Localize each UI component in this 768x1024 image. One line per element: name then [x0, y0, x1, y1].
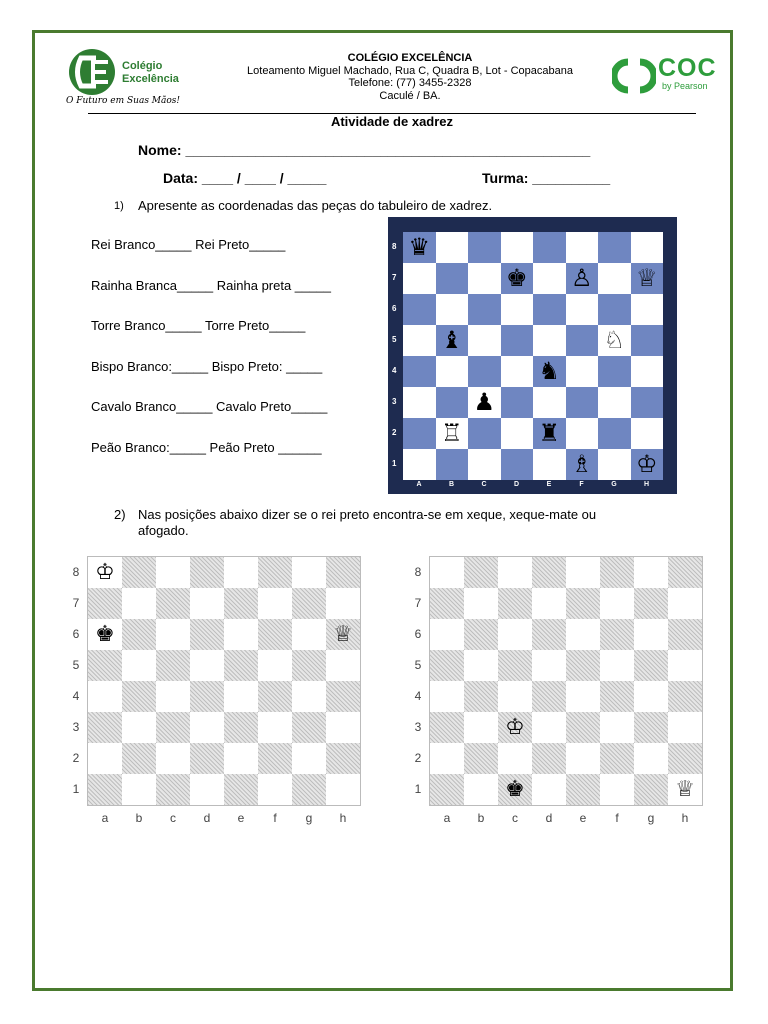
piece-label-line: Torre Branco_____ Torre Preto_____: [91, 318, 306, 333]
page-title: Atividade de xadrez: [330, 114, 454, 129]
board-square: [501, 232, 534, 263]
file-label: D: [513, 481, 520, 488]
board-square: [468, 325, 501, 356]
board-square: [468, 356, 501, 387]
file-label: H: [643, 481, 650, 488]
board-square: [631, 232, 664, 263]
rank-label: 3: [392, 397, 397, 406]
board-square: [501, 294, 534, 325]
chess-piece-icon: ♕: [333, 622, 353, 647]
file-label: h: [681, 811, 689, 825]
board-square: [598, 449, 631, 480]
chess-piece-icon: ♙: [570, 264, 593, 292]
chess-piece-icon: ♘: [603, 326, 625, 354]
board-square: [598, 294, 631, 325]
chess-piece-icon: ♚: [505, 264, 528, 292]
rank-label: 2: [72, 751, 80, 765]
rank-label: 6: [392, 304, 397, 313]
board-square: [468, 418, 501, 449]
board-square: [403, 449, 436, 480]
file-label: c: [170, 811, 176, 825]
board-square: [533, 449, 566, 480]
position-board: [410, 557, 700, 832]
date-field: Data: ____ / ____ / _____: [163, 170, 327, 186]
rank-label: 4: [72, 689, 80, 703]
question-2-text-line1: Nas posições abaixo dizer se o rei preto encontra-se em xeque, xeque-mate ou: [138, 507, 597, 522]
board-square: [598, 387, 631, 418]
board-square: [566, 418, 599, 449]
board-square: [533, 263, 566, 294]
board-square: [533, 325, 566, 356]
file-label: C: [481, 481, 487, 488]
board-square: [533, 294, 566, 325]
board-square: [501, 449, 534, 480]
piece-label-line: Rei Branco_____ Rei Preto_____: [91, 237, 286, 252]
board-square: [468, 263, 501, 294]
logo-name: [122, 60, 179, 86]
school-address: Loteamento Miguel Machado, Rua C, Quadra B, Lot - Copacabana: [247, 64, 573, 77]
chess-piece-icon: ♝: [440, 326, 463, 354]
file-label: g: [305, 811, 313, 825]
rank-label: 1: [414, 782, 422, 796]
file-label: a: [443, 811, 451, 825]
logo-name-line2: Excelência: [122, 73, 179, 85]
board-square: [468, 232, 501, 263]
file-label: c: [512, 811, 518, 825]
rank-label: 1: [72, 782, 80, 796]
board-square: [631, 325, 664, 356]
coc-logo: [612, 54, 722, 98]
board-square: [631, 294, 664, 325]
rank-label: 4: [392, 366, 397, 375]
colegio-excelencia-logo: [66, 48, 184, 108]
file-label: h: [339, 811, 347, 825]
board-square: [598, 418, 631, 449]
piece-label-line: Peão Branco:_____ Peão Preto ______: [91, 440, 322, 455]
board-square: [403, 263, 436, 294]
board-square: [598, 263, 631, 294]
file-label: E: [546, 481, 552, 488]
file-label: b: [135, 811, 143, 825]
file-label: G: [611, 481, 617, 488]
chess-piece-icon: ♚: [95, 622, 115, 647]
board-square: [631, 387, 664, 418]
ce-emblem-icon: [66, 48, 120, 96]
chess-piece-icon: ♟: [473, 388, 495, 416]
board-square: [533, 232, 566, 263]
rank-label: 7: [392, 273, 397, 282]
class-field: Turma: __________: [482, 170, 611, 186]
question-1: [114, 198, 594, 214]
board-outline: [430, 557, 702, 805]
rank-label: 8: [414, 565, 422, 579]
coc-tagline: by Pearson: [662, 81, 708, 91]
chess-piece-icon: ♔: [635, 450, 658, 478]
board-square: [468, 449, 501, 480]
board-square: [436, 263, 469, 294]
board-square: [501, 387, 534, 418]
chess-piece-icon: ♔: [95, 560, 115, 585]
question-1-number: 1): [114, 200, 124, 212]
position-board: [68, 557, 358, 832]
piece-label-line: Cavalo Branco_____ Cavalo Preto_____: [91, 399, 328, 414]
board-square: [403, 387, 436, 418]
rank-label: 7: [414, 596, 422, 610]
board-square: [598, 356, 631, 387]
coc-emblem-icon: [612, 56, 656, 96]
file-label: e: [237, 811, 245, 825]
rank-label: 8: [392, 242, 397, 251]
piece-label-line: Rainha Branca_____ Rainha preta _____: [91, 278, 331, 293]
file-label: b: [477, 811, 485, 825]
question-2-text-line2: afogado.: [138, 523, 189, 538]
logo-name-line1: Colégio: [122, 60, 163, 72]
chess-piece-icon: ♗: [570, 450, 593, 478]
chess-piece-icon: ♕: [635, 264, 658, 292]
chess-piece-icon: ♛: [408, 233, 430, 261]
board-square: [631, 356, 664, 387]
rank-label: 3: [414, 720, 422, 734]
chess-piece-icon: ♖: [440, 419, 463, 447]
question-2: [114, 507, 674, 541]
school-header: [190, 52, 630, 102]
chess-piece-icon: ♕: [675, 777, 695, 802]
board-square: [631, 418, 664, 449]
chess-piece-icon: ♚: [505, 777, 525, 802]
file-label: d: [203, 811, 211, 825]
logo-motto: O Futuro em Suas Mãos!: [66, 96, 181, 106]
board-square: [436, 294, 469, 325]
rank-label: 5: [414, 658, 422, 672]
chessboard-1: [388, 217, 677, 494]
piece-label-line: Bispo Branco:_____ Bispo Preto: _____: [91, 359, 323, 374]
school-phone: Telefone: (77) 3455-2328: [348, 77, 472, 89]
board-square: [403, 356, 436, 387]
rank-label: 2: [414, 751, 422, 765]
rank-label: 6: [414, 627, 422, 641]
rank-label: 5: [72, 658, 80, 672]
chess-piece-icon: ♔: [505, 715, 525, 740]
board-square: [436, 387, 469, 418]
question-1-text: Apresente as coordenadas das peças do tabuleiro de xadrez.: [138, 198, 493, 213]
school-name: COLÉGIO EXCELÊNCIA: [347, 52, 473, 64]
rank-label: 1: [392, 459, 397, 468]
board-square: [403, 294, 436, 325]
school-city: Caculé / BA.: [379, 89, 441, 102]
board-square: [403, 325, 436, 356]
file-label: d: [545, 811, 553, 825]
board-square: [436, 232, 469, 263]
coc-brand: COC: [658, 54, 717, 82]
board-square: [436, 449, 469, 480]
board-square: [436, 356, 469, 387]
board-square: [501, 356, 534, 387]
file-label: B: [448, 481, 455, 488]
board-square: [533, 387, 566, 418]
rank-label: 2: [392, 428, 397, 437]
board-square: [566, 232, 599, 263]
question-2-number: 2): [114, 507, 126, 522]
chess-piece-icon: ♜: [538, 419, 560, 447]
rank-label: 8: [72, 565, 80, 579]
chess-piece-icon: ♞: [538, 357, 560, 385]
file-label: a: [101, 811, 109, 825]
file-label: F: [579, 481, 584, 488]
rank-label: 3: [72, 720, 80, 734]
board-square: [566, 325, 599, 356]
file-label: e: [579, 811, 587, 825]
file-label: g: [647, 811, 655, 825]
name-field: Nome: ____________________________________________________: [138, 142, 591, 158]
board-square: [566, 387, 599, 418]
board-square: [403, 418, 436, 449]
board-square: [501, 418, 534, 449]
board-outline: [88, 557, 360, 805]
rank-label: 5: [392, 335, 397, 344]
board-square: [566, 356, 599, 387]
rank-label: 6: [72, 627, 80, 641]
board-square: [468, 294, 501, 325]
file-label: A: [416, 481, 422, 488]
board-square: [566, 294, 599, 325]
file-label: f: [273, 811, 277, 825]
board-square: [501, 325, 534, 356]
rank-label: 7: [72, 596, 80, 610]
board-square: [598, 232, 631, 263]
file-label: f: [615, 811, 619, 825]
rank-label: 4: [414, 689, 422, 703]
